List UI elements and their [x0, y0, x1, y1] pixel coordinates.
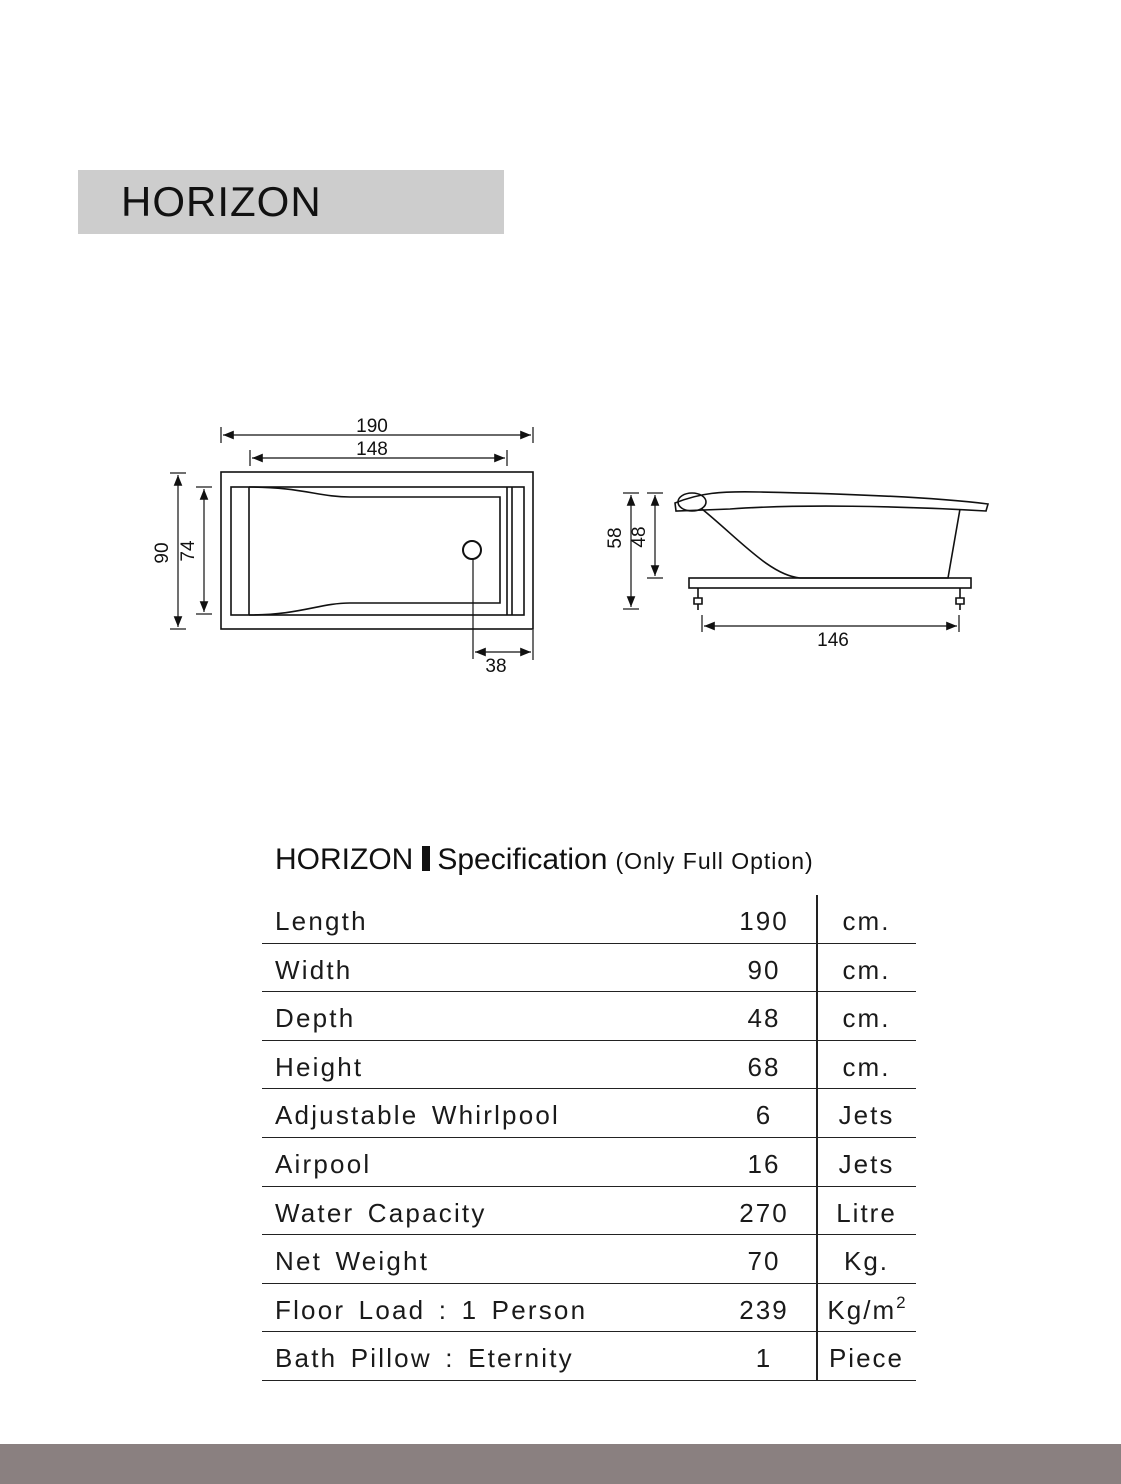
top-view-drawing [170, 427, 533, 660]
tub-rim-profile [675, 492, 988, 511]
spec-unit: cm. [842, 906, 891, 936]
heading-separator [422, 846, 430, 871]
dim-label-38: 38 [485, 656, 507, 677]
spec-unit-cell [817, 1292, 916, 1326]
page-title: HORIZON [121, 178, 322, 225]
spec-label: Height [275, 1051, 364, 1082]
footer-band [0, 1444, 1121, 1484]
tub-shell-profile [702, 509, 960, 578]
spec-heading [275, 843, 814, 877]
spec-unit: Piece [828, 1343, 905, 1374]
spec-unit: cm. [842, 954, 891, 985]
spec-unit: cm. [842, 1003, 891, 1034]
spec-unit: Kg/m [827, 1294, 897, 1325]
dim-label-58: 58 [605, 527, 626, 549]
table-row [262, 895, 916, 944]
spec-value: 48 [747, 1003, 781, 1034]
tub-base-frame [689, 578, 971, 588]
table-row [262, 1187, 916, 1236]
table-row [262, 1284, 916, 1333]
spec-label: Net Weight [275, 1246, 430, 1277]
table-row [262, 1138, 916, 1187]
spec-value: 239 [739, 1294, 789, 1325]
dim-label-90: 90 [152, 542, 173, 564]
dim-label-190: 190 [356, 416, 388, 437]
spec-unit: Jets [838, 1148, 895, 1179]
spec-label: Adjustable Whirlpool [275, 1100, 561, 1131]
side-view-drawing [623, 492, 988, 632]
table-row [262, 992, 916, 1041]
spec-label: Water Capacity [275, 1197, 487, 1228]
spec-value: 1 [755, 1343, 773, 1374]
spec-unit: cm. [842, 1051, 891, 1082]
dim-label-74: 74 [178, 540, 199, 562]
spec-heading-note: (Only Full Option) [615, 848, 814, 874]
spec-value: 68 [747, 1051, 781, 1082]
dim-label-148: 148 [356, 439, 388, 460]
spec-label: Length [275, 906, 368, 936]
spec-product-name: HORIZON [275, 843, 414, 876]
spec-unit-superscript: 2 [896, 1292, 906, 1312]
leg-left [694, 588, 702, 610]
spec-label: Floor Load : 1 Person [275, 1294, 588, 1325]
spec-heading-label: Specification [437, 843, 608, 876]
spec-value: 190 [739, 906, 789, 936]
spec-unit: Kg. [843, 1246, 890, 1277]
tub-outer-rim [221, 472, 533, 629]
spec-label: Width [275, 954, 353, 985]
drain-icon [463, 541, 481, 559]
spec-value: 70 [747, 1246, 781, 1277]
spec-table [262, 895, 916, 1381]
spec-value: 6 [755, 1100, 773, 1131]
spec-unit: Litre [836, 1197, 897, 1228]
spec-label: Bath Pillow : Eternity [275, 1343, 574, 1374]
table-row [262, 1332, 916, 1381]
spec-value: 270 [739, 1197, 789, 1228]
table-row [262, 1041, 916, 1090]
table-row [262, 944, 916, 993]
dim-label-146: 146 [817, 630, 849, 651]
spec-label: Airpool [275, 1148, 372, 1179]
dim-label-48: 48 [629, 526, 650, 548]
spec-value: 16 [747, 1148, 781, 1179]
spec-unit: Jets [838, 1100, 895, 1131]
table-row [262, 1235, 916, 1284]
table-row [262, 1089, 916, 1138]
spec-label: Depth [275, 1003, 356, 1034]
spec-value: 90 [747, 954, 781, 985]
leg-right [956, 588, 964, 610]
headrest-profile [678, 493, 706, 511]
